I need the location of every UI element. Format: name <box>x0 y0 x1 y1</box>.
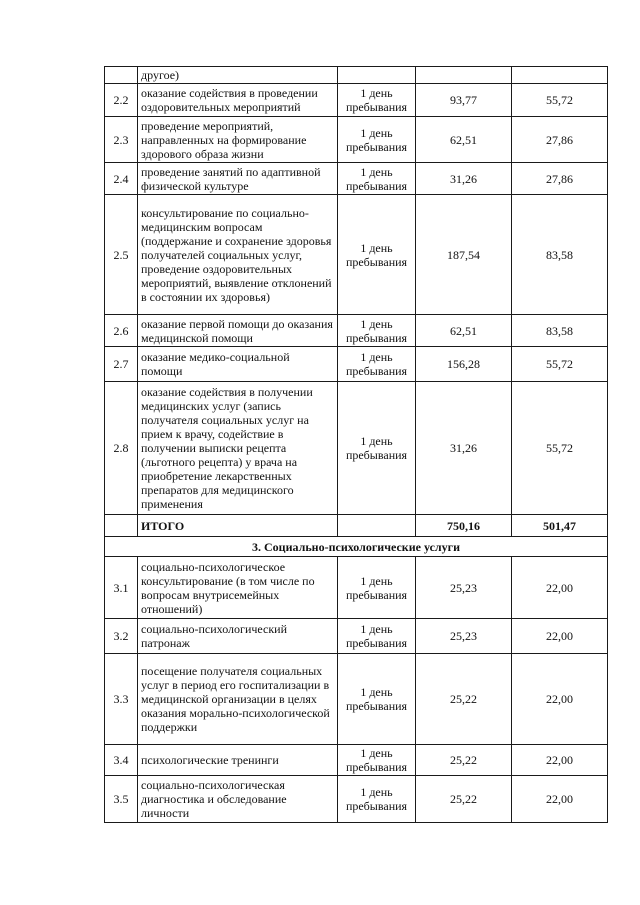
unit-line-2: пребывания <box>345 760 408 774</box>
unit-line-2: пребывания <box>345 587 408 602</box>
row-number: 2.4 <box>105 163 138 195</box>
value-rate: 22,00 <box>512 557 608 619</box>
table-row <box>105 84 608 117</box>
value-rate: 55,72 <box>512 347 608 382</box>
row-number <box>105 515 138 537</box>
service-name: другое) <box>138 67 338 84</box>
unit-line-2: пребывания <box>345 254 408 269</box>
section-title: 3. Социально-психологические услуги <box>105 537 608 557</box>
unit-line-1: 1 день <box>360 164 393 179</box>
value-price: 31,26 <box>416 382 512 515</box>
service-name: посещение получателя социальных услуг в период его госпитализации в медицинской организации в целях оказания морально-психологической поддержки <box>138 654 338 745</box>
service-name: проведение мероприятий, направленных на формирование здорового образа жизни <box>138 117 338 163</box>
row-number: 3.3 <box>105 654 138 745</box>
value-price: 25,23 <box>416 619 512 654</box>
service-name: оказание содействия в проведении оздоровительных мероприятий <box>138 84 338 117</box>
value-cell <box>416 67 512 84</box>
unit-line-1: 1 день <box>360 86 393 100</box>
unit-line-2: пребывания <box>345 330 408 345</box>
row-number: 2.6 <box>105 315 138 347</box>
unit-cell <box>338 557 416 619</box>
table-row <box>105 745 608 776</box>
value-price: 31,26 <box>416 163 512 195</box>
value-rate: 27,86 <box>512 163 608 195</box>
unit-cell <box>338 619 416 654</box>
total-price: 750,16 <box>416 515 512 537</box>
row-number: 2.2 <box>105 84 138 117</box>
row-number: 3.4 <box>105 745 138 776</box>
value-price: 187,54 <box>416 195 512 315</box>
table-row <box>105 382 608 515</box>
row-number: 3.5 <box>105 776 138 823</box>
section-header-row <box>105 537 608 557</box>
row-number: 3.2 <box>105 619 138 654</box>
total-label: ИТОГО <box>138 515 338 537</box>
unit-cell <box>338 654 416 745</box>
table-row <box>105 654 608 745</box>
unit-line-2: пребывания <box>345 799 408 813</box>
table-row <box>105 557 608 619</box>
value-rate: 22,00 <box>512 776 608 823</box>
unit-line-1: 1 день <box>360 125 393 140</box>
unit-line-1: 1 день <box>360 685 393 699</box>
unit-line-1: 1 день <box>360 573 393 588</box>
unit-line-2: пребывания <box>345 448 408 462</box>
unit-line-2: пребывания <box>345 364 408 378</box>
unit-cell <box>338 382 416 515</box>
value-rate: 22,00 <box>512 654 608 745</box>
service-name: проведение занятий по адаптивной физической культуре <box>138 163 338 195</box>
total-rate: 501,47 <box>512 515 608 537</box>
row-number <box>105 67 138 84</box>
service-name: социально-психологическая диагностика и обследование личности <box>138 776 338 823</box>
service-name: оказание первой помощи до оказания медицинской помощи <box>138 315 338 347</box>
value-price: 156,28 <box>416 347 512 382</box>
service-name: оказание медико-социальной помощи <box>138 347 338 382</box>
service-name: консультирование по социально-медицинским вопросам (поддержание и сохранение здоровья получателей социальных услуг, проведение оздоровительных мероприятий, выявление отклонений в состоянии их здоровья) <box>138 195 338 315</box>
value-rate: 83,58 <box>512 195 608 315</box>
unit-cell <box>338 745 416 776</box>
value-rate: 55,72 <box>512 382 608 515</box>
table-row <box>105 195 608 315</box>
unit-line-1: 1 день <box>360 785 393 799</box>
unit-line-1: 1 день <box>360 746 393 760</box>
table-row <box>105 347 608 382</box>
row-number: 2.5 <box>105 195 138 315</box>
service-name: социально-психологическое консультирование (в том числе по вопросам внутрисемейных отношений) <box>138 557 338 619</box>
value-price: 93,77 <box>416 84 512 117</box>
table-row <box>105 315 608 347</box>
value-price: 25,22 <box>416 654 512 745</box>
table-row <box>105 67 608 84</box>
service-name: оказание содействия в получении медицинских услуг (запись получателя социальных услуг на прием к врачу, содействие в получении выписки рецепта (льготного рецепта) у врача на приобретение лекарственных препаратов для медицинского применения <box>138 382 338 515</box>
value-cell <box>512 67 608 84</box>
value-rate: 55,72 <box>512 84 608 117</box>
unit-line-1: 1 день <box>360 622 393 636</box>
unit-cell <box>338 515 416 537</box>
unit-cell <box>338 195 416 315</box>
unit-line-1: 1 день <box>360 316 393 331</box>
unit-line-2: пребывания <box>345 699 408 713</box>
value-rate: 27,86 <box>512 117 608 163</box>
unit-cell <box>338 776 416 823</box>
unit-line-2: пребывания <box>345 100 408 114</box>
unit-cell <box>338 67 416 84</box>
service-name: социально-психологический патронаж <box>138 619 338 654</box>
value-price: 62,51 <box>416 117 512 163</box>
unit-line-2: пребывания <box>345 636 408 650</box>
table-row <box>105 163 608 195</box>
value-price: 25,22 <box>416 776 512 823</box>
unit-line-1: 1 день <box>360 434 393 448</box>
row-number: 2.8 <box>105 382 138 515</box>
unit-line-2: пребывания <box>345 139 408 154</box>
unit-line-2: пребывания <box>345 178 408 193</box>
row-number: 3.1 <box>105 557 138 619</box>
value-price: 62,51 <box>416 315 512 347</box>
service-name: психологические тренинги <box>138 745 338 776</box>
row-number: 2.3 <box>105 117 138 163</box>
row-number: 2.7 <box>105 347 138 382</box>
value-price: 25,23 <box>416 557 512 619</box>
unit-cell <box>338 117 416 163</box>
unit-cell <box>338 84 416 117</box>
value-rate: 22,00 <box>512 745 608 776</box>
value-rate: 22,00 <box>512 619 608 654</box>
unit-line-1: 1 день <box>360 350 393 364</box>
unit-cell <box>338 347 416 382</box>
services-tariff-table <box>104 66 608 823</box>
unit-cell <box>338 315 416 347</box>
table-row <box>105 776 608 823</box>
value-rate: 83,58 <box>512 315 608 347</box>
unit-line-1: 1 день <box>360 240 393 255</box>
value-price: 25,22 <box>416 745 512 776</box>
table-row <box>105 117 608 163</box>
table-row <box>105 619 608 654</box>
total-row <box>105 515 608 537</box>
unit-cell <box>338 163 416 195</box>
